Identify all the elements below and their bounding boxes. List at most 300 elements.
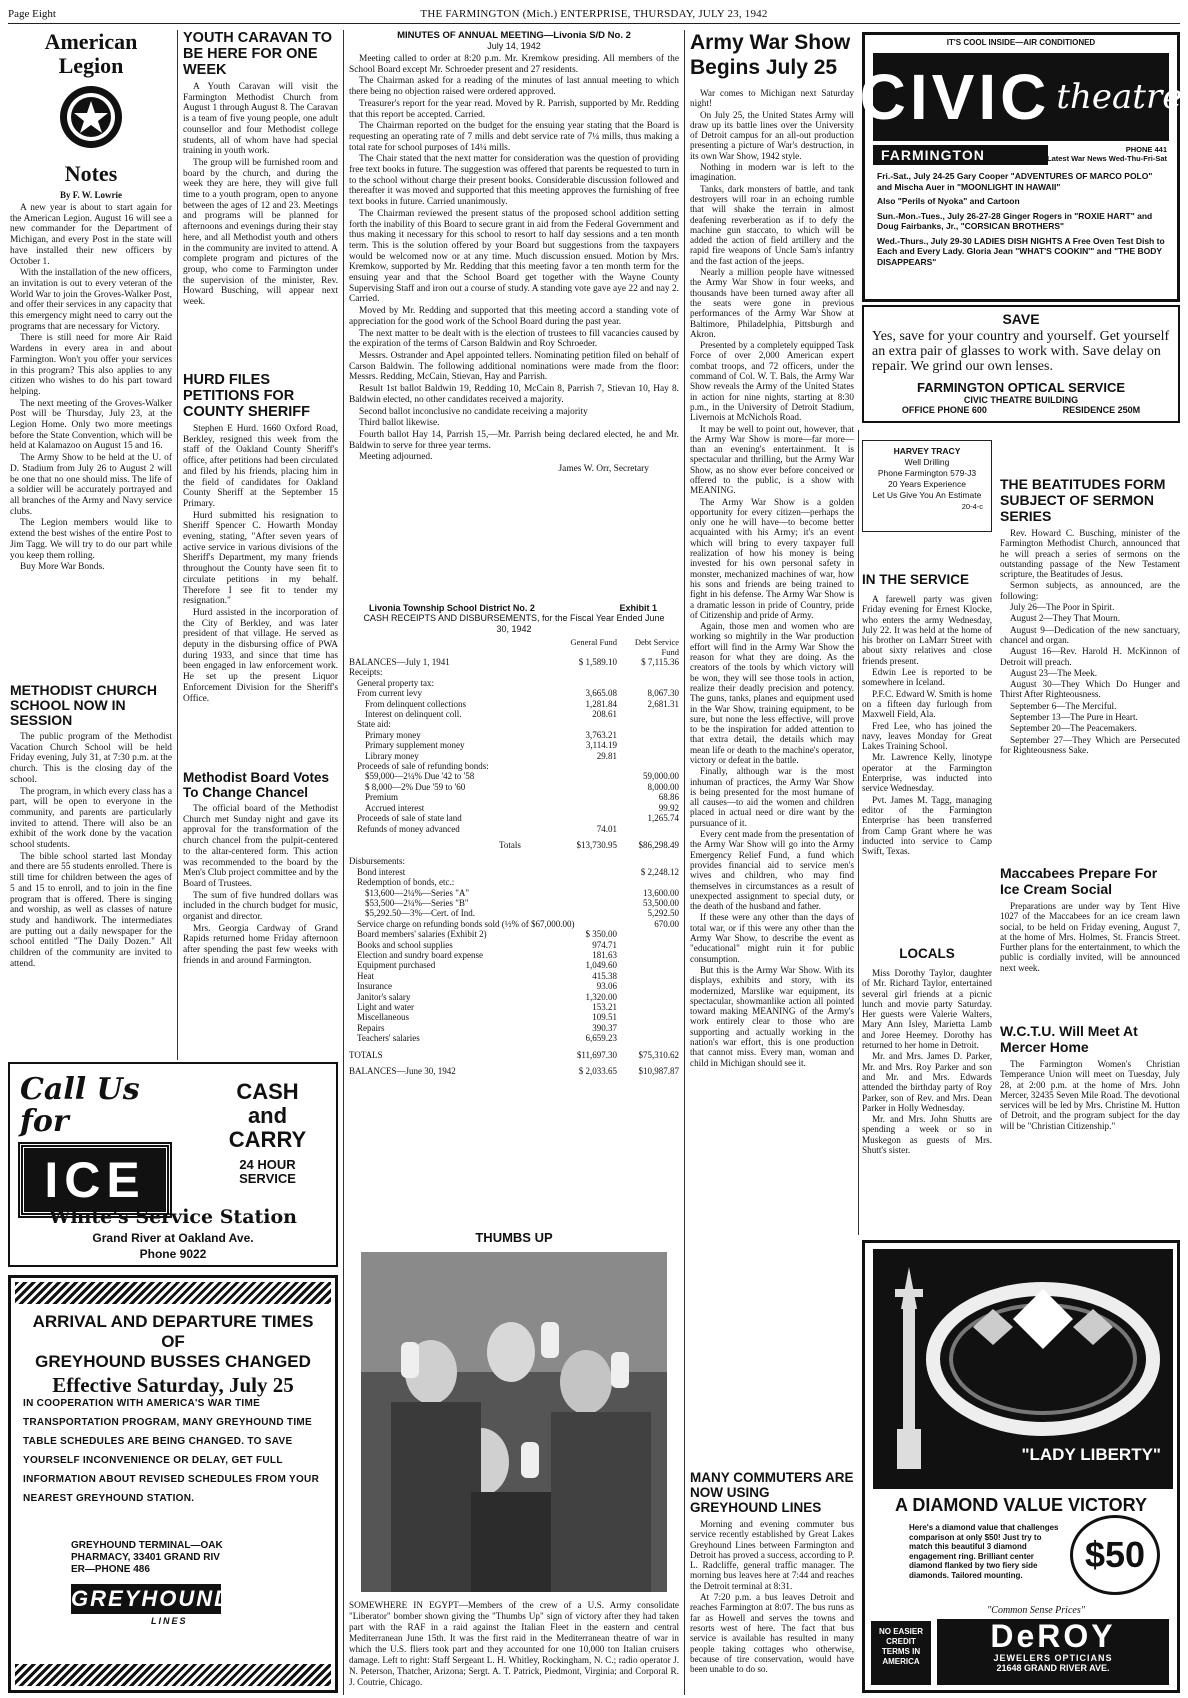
- paragraph: Edwin Lee is reported to be somewhere in Iceland.: [862, 667, 992, 688]
- finance-general-value: $ 1,589.10: [578, 657, 617, 667]
- paragraph: Messrs. Ostrander and Apel appointed tellers. Nominating petition filed on behalf of Carson Baldwin. The following additional nominations were made from the floor: Messrs. Redding, McCain, Stievan, Hay and Parrish.: [349, 350, 679, 383]
- finance-label: From current levy: [357, 688, 422, 699]
- paragraph: With the installation of the new officers, an invitation is out to every veteran of the World War to join the Groves-Walker Post, and offer their services in any capacity that this emergency might need to carry out the programs that are necessary for Victory.: [10, 268, 172, 332]
- minutes-article: [349, 30, 679, 474]
- finance-general-value: 1,320.00: [585, 991, 617, 1002]
- finance-row: [349, 888, 679, 898]
- finance-general-value: [575, 919, 629, 929]
- finance-general-value: $13,730.95: [576, 839, 617, 850]
- ice-block: ICE: [20, 1144, 170, 1216]
- youth-title: YOUTH CARAVAN TO BE HERE FOR ONE WEEK: [183, 30, 333, 78]
- finance-label: Interest on delinquent coll.: [365, 709, 462, 720]
- minutes-body: [349, 54, 679, 463]
- greyhound-h1: ARRIVAL AND DEPARTURE TIMES OF: [32, 1312, 314, 1351]
- finance-general-value: 3,665.08: [585, 688, 617, 699]
- terminal-line3: ER—PHONE 486: [71, 1564, 150, 1575]
- finance-general-value: $ 350.00: [585, 929, 617, 940]
- finance-row: [349, 740, 679, 750]
- paragraph: The Chairman reviewed the present status of the proposed school addition setting forth the inability of this Board to secure grant in aid from the Federal Government and thus making it necessary for this school to resort to half day sessions and a ten month term. This is the solution offered by your Board but suggestions from the taxpayers would be welcomed now or at any time. Much discussion ensued. Motion by Mrs. Kremkow, supported by Mr. Redding that this meeting favor a ten month term for the ensuing year and that the School Board get together with the Wayne County Supervising Staff and iron out a course of study. A standing vote gave aye 22 and nay 2. Carried.: [349, 208, 679, 305]
- paragraph: The program, in which every class has a part, will be open to everyone in the community, and parents are particularly invited to attend. There will also be an exhibit of the work done by the vacation school students.: [10, 786, 172, 851]
- finance-debt-value: $75,310.62: [638, 1049, 679, 1060]
- beatitudes-title: THE BEATITUDES FORM SUBJECT OF SERMON SERIES: [1000, 476, 1166, 524]
- finance-label: Premium: [365, 792, 398, 803]
- finance-label: Service charge on refunding bonds sold (½% of $67,000.00): [357, 918, 575, 929]
- greyhound-headline: [19, 1312, 327, 1398]
- paragraph: A farewell party was given Friday evening for Ernest Klocke, who enters the army Wednesday, July 22. It was held at the home of his brother on LaMarr Street with about sixty relatives and close friends present.: [862, 594, 992, 666]
- finance-row: [349, 908, 679, 918]
- finance-general-value: [551, 813, 617, 823]
- finance-row: [349, 1023, 679, 1033]
- finance-general-value: 390.37: [592, 1022, 617, 1033]
- finance-general-value: [551, 771, 617, 781]
- service-article: [862, 572, 992, 857]
- beatitudes-body: [1000, 528, 1180, 755]
- finance-debt-value: [617, 877, 679, 887]
- finance-row: [349, 898, 679, 908]
- greyhound-body: IN COOPERATION WITH AMERICA'S WAR TIME TRANSPORTATION PROGRAM, MANY GREYHOUND TIME TABLE SCHEDULES ARE BEING CHANGED. TO SAVE YOURSELF INCONVENIENCE OR DELAY, GET FULL INFORMATION ABOUT REVISED SCHEDULES FROM YOUR NEAREST GREYHOUND STATION.: [23, 1398, 320, 1504]
- deroy-ad: [862, 1240, 1180, 1693]
- finance-row: [349, 1012, 679, 1022]
- save-title: SAVE: [1002, 311, 1040, 327]
- youth-body: [183, 82, 338, 308]
- finance-label: State aid:: [357, 719, 391, 730]
- finance-general-value: [551, 719, 617, 729]
- paragraph: August 23—The Meek.: [1010, 667, 1098, 678]
- finance-label: $59,000—2¼% Due '42 to '58: [365, 771, 475, 782]
- finance-general-value: [551, 782, 617, 792]
- deroy-banner: "LADY LIBERTY": [1015, 1443, 1167, 1467]
- thumbs-photo-image: [361, 1252, 667, 1592]
- paragraph: Hurd submitted his resignation to Sheriff Spencer C. Howarth Monday evening, stating, "After seven years of active service in various divisions of the Sheriff's Department, my many friends throughout the County have seen fit to circulate petitions in my behalf. Therefore I see fit to tender my resignation.": [183, 510, 338, 607]
- finance-row: [349, 761, 679, 771]
- minutes-signature: James W. Orr, Secretary: [558, 464, 649, 475]
- carry-text: CARRY: [228, 1127, 307, 1152]
- station-name: White's Service Station: [48, 1206, 297, 1228]
- paragraph: August 16—Rev. Harold H. McKinnon of Detroit will preach.: [1000, 646, 1180, 667]
- civic-top: IT'S COOL INSIDE—AIR CONDITIONED: [946, 38, 1096, 47]
- finance-label: Heat: [357, 970, 374, 981]
- wctu-title: W.C.T.U. Will Meet At Mercer Home: [1000, 1023, 1138, 1055]
- station-phone: Phone 9022: [139, 1247, 207, 1261]
- maccabees-article: [1000, 865, 1180, 973]
- finance-debt-value: [617, 761, 679, 771]
- finance-label: Accrued interest: [365, 802, 425, 813]
- finance-general-value: [551, 877, 617, 887]
- finance-label: $53,500—2¼%—Series "B": [365, 897, 469, 908]
- finance-row: [349, 803, 679, 813]
- paragraph: Sermon subjects, as announced, are the following:: [1000, 580, 1180, 601]
- finance-label: Insurance: [357, 981, 392, 992]
- finance-row: [349, 792, 679, 802]
- paragraph: Wed.-Thurs., July 29-30 LADIES DISH NIGHTS A Free Oven Test Dish to Each and Every Lady. Gloria Jean "WHAT'S COOKIN'" and "THE BODY DISAPPEARS": [877, 235, 1165, 267]
- paragraph: War comes to Michigan next Saturday night!: [690, 88, 854, 109]
- legion-body: [10, 203, 172, 573]
- hurd-article: [183, 372, 338, 705]
- paragraph: Fred Lee, who has joined the navy, leaves Monday for Great Lakes Training School.: [862, 720, 992, 752]
- paragraph: Finally, although war is the most inhuman of practices, the Army War Show is being presented for the most humane of all causes—to aid the women and children placed in actual need or dire want by the pursuance of it.: [690, 766, 854, 828]
- finance-general-value: 3,114.19: [585, 740, 617, 751]
- finance-general-value: 6,659.23: [585, 1033, 617, 1044]
- finance-debt-value: [617, 751, 679, 761]
- finance-row: [349, 1050, 679, 1060]
- tracy-line1: Well Drilling: [904, 457, 950, 467]
- finance-debt-value: [617, 719, 679, 729]
- finance-label: Primary supplement money: [365, 740, 465, 751]
- finance-row: [349, 929, 679, 939]
- finance-debt-value: [617, 824, 679, 834]
- legion-emblem: [10, 84, 172, 155]
- paragraph: Mrs. Georgia Cardway of Grand Rapids returned home Friday afternoon after spending the past few weeks with friends in and around Farmington.: [183, 923, 338, 966]
- paragraph: The Chair stated that the next matter for consideration was the question of providing free text books in future. The suggestion was offered that parents be requested to turn in to the school without charge their present books. Considerable discussion followed and thereafter it was moved and supported that this meeting approves the furnishing of free text books in future. Carried unanimously.: [349, 154, 679, 208]
- finance-debt-value: [617, 1002, 679, 1012]
- paragraph: September 27—They Which are Persecuted for Righteousness Sake.: [1000, 734, 1180, 755]
- paragraph: Every cent made from the presentation of the Army War Show will go into the Army Emergency Relief Fund, a fund which provides financial aid to service men's wives and children, who may find themselves in circumstances as a result of unexpected assignment to special duty, or the death of the husband and father.: [690, 829, 854, 912]
- masthead: [8, 4, 1180, 24]
- finance-debt-value: [617, 1012, 679, 1022]
- hurd-body: [183, 424, 338, 704]
- civic-phone-block: [1047, 145, 1167, 163]
- civic-theatre-ad: [859, 32, 1183, 302]
- finance-debt-value: [617, 667, 679, 677]
- paragraph: Rev. Howard C. Busching, minister of the Farmington Methodist Church, announced that he will preach a series of sermons on the outstanding passage of the New Testament scripture, the Beatitudes of Jesus.: [1000, 528, 1180, 580]
- station-block: [10, 1206, 336, 1261]
- finance-row: [349, 667, 679, 677]
- paragraph: August 9—Dedication of the new sanctuary, chancel and organ.: [1000, 624, 1180, 645]
- finance-debt-value: 13,600.00: [643, 887, 679, 898]
- finance-row: [349, 813, 679, 823]
- hurd-title: HURD FILES PETITIONS FOR COUNTY SHERIFF: [183, 372, 311, 420]
- finance-row: [349, 824, 679, 834]
- paragraph: September 6—The Merciful.: [1010, 700, 1117, 711]
- paragraph: If these were any other than the days of total war, or if this were any other than the Army War Show, to describe the event as "educational" might ruin it for public consumption.: [690, 912, 854, 964]
- legion-byline: By F. W. Lowrie: [60, 190, 122, 200]
- column-rule: [177, 30, 178, 1060]
- finance-general-value: 974.71: [592, 939, 617, 950]
- paragraph: At 7:20 p.m. a bus leaves Detroit and reaches Farmington at 8:07. The bus runs as far as Howell and serves the towns and resorts west of here. The fact that bus service is available has resulted in many people taking cottages who otherwise, because of tire conservation, would have been unable to do so.: [690, 1592, 854, 1675]
- legion-column: [10, 30, 172, 574]
- finance-general-value: 93.06: [596, 981, 617, 992]
- paragraph: Fri.-Sat., July 24-25 Gary Cooper "ADVENTURES OF MARCO POLO" and Mischa Auer in "MOONLIGHT IN HAWAII": [877, 171, 1153, 192]
- finance-row: [349, 1002, 679, 1012]
- deroy-name: DeROY: [990, 1618, 1116, 1654]
- commuters-body: [690, 1519, 854, 1674]
- civic-tag: Latest War News Wed-Thu-Fri-Sat: [1046, 154, 1167, 163]
- finance-row: [349, 1066, 679, 1076]
- finance-debt-value: [617, 740, 679, 750]
- finance-debt-value: [617, 1023, 679, 1033]
- finance-district: Livonia Township School District No. 2: [369, 603, 535, 613]
- finance-debt-value: [617, 960, 679, 970]
- paragraph: Third ballot likewise.: [359, 418, 440, 429]
- paragraph: Moved by Mr. Redding and supported that this meeting accord a standing vote of appreciation for the good work of the School Board during the past year.: [349, 306, 679, 327]
- greyhound-ad: [8, 1275, 338, 1693]
- cash-text: CASH: [236, 1079, 299, 1104]
- paragraph: Morning and evening commuter bus service recently established by Great Lakes Greyhound Lines between Farmington and Detroit has proved a success, according to P. L. Radcliffe, general traffic manager. The morning bus leaves here at 7:44 and reaches the Detroit terminal at 8:31.: [690, 1519, 854, 1591]
- terminal-line2: PHARMACY, 33401 GRAND RIV: [71, 1552, 220, 1563]
- finance-label: Receipts:: [349, 667, 383, 678]
- paragraph: The next meeting of the Groves-Walker Post will be Thursday, July 23, at the Legion Home. Only two more meetings before the State Convention, which will be held at Kalamazoo on August 15 and 16.: [10, 398, 172, 452]
- finance-row: [349, 730, 679, 740]
- paragraph: Hurd assisted in the incorporation of the City of Berkley, and was later president of that village. He served as deputy in the disbursing office of PWA during 1933, and since that time has been engaged in law enforcement work. He set up the present Liquor Enforcement Division for the Sheriff's Office.: [183, 607, 338, 704]
- thumbs-photo: [361, 1252, 667, 1592]
- finance-debt-value: 8,000.00: [647, 781, 679, 792]
- paragraph: Sun.-Mon.-Tues., July 26-27-28 Ginger Rogers in "ROXIE HART" and Doug Fairbanks, Jr., "CORSICAN BROTHERS": [877, 210, 1153, 231]
- finance-debt-value: 5,292.50: [647, 908, 679, 919]
- terminal-line1: GREYHOUND TERMINAL—OAK: [71, 1540, 223, 1551]
- finance-row: [349, 840, 679, 850]
- finance-label: Refunds of money advanced: [357, 823, 460, 834]
- finance-label: Janitor's salary: [357, 991, 411, 1002]
- optical-bldg: CIVIC THEATRE BUILDING: [963, 395, 1079, 405]
- finance-col2: Debt Service Fund: [634, 637, 679, 657]
- service-text: SERVICE: [239, 1171, 296, 1186]
- finance-general-value: 415.38: [592, 970, 617, 981]
- ice-ad: [8, 1062, 338, 1267]
- finance-label: Library money: [365, 750, 419, 761]
- finance-debt-value: [617, 992, 679, 1002]
- finance-debt-value: [617, 971, 679, 981]
- methodist-board-article: [183, 770, 338, 968]
- wctu-body: The Farmington Women's Christian Temperance Union will meet on Tuesday, July 28, at 2:00 p.m. at the home of Mrs. John Mercer, 32435 Seven Mile Road. The devotional services will be led by Mrs. Christine M. Hutton of Detroit, and the program subject for the day will be "Christian Citizenship.": [1000, 1059, 1180, 1131]
- finance-label: Books and school supplies: [357, 939, 453, 950]
- column-rule: [684, 30, 685, 1695]
- paragraph: Stephen E Hurd. 1660 Oxford Road, Berkley, resigned this week from the staff of the Oakland County Sheriff's office, after petitions had been circulated and filed by his friends, placing him in the field of candidates for Oakland County Sheriff at the September 15 Primary.: [183, 424, 338, 509]
- greyhound-terminal: [71, 1540, 223, 1576]
- wctu-article: [1000, 1023, 1180, 1131]
- youth-article: [183, 30, 338, 309]
- finance-row: [349, 856, 679, 866]
- tracy-code: 20-4-c: [961, 502, 983, 511]
- church-school-article: [10, 683, 172, 970]
- paragraph: Also "Perils of Nyoka" and Cartoon: [877, 196, 1020, 206]
- finance-title: CASH RECEIPTS AND DISBURSEMENTS, for the Fiscal Year Ended June 30, 1942: [363, 613, 665, 634]
- legion-emblem-icon: [58, 84, 124, 150]
- finance-label: Equipment purchased: [357, 960, 436, 971]
- finance-general-value: 208.61: [592, 709, 617, 720]
- finance-label: BALANCES—July 1, 1941: [349, 657, 450, 667]
- finance-debt-value: [617, 929, 679, 939]
- minutes-title: MINUTES OF ANNUAL MEETING—Livonia S/D No. 2: [397, 30, 631, 41]
- finance-label: Miscellaneous: [357, 1012, 409, 1023]
- locals-title: LOCALS: [899, 946, 955, 961]
- finance-debt-value: 1,265.74: [647, 813, 679, 824]
- optical-ad: [862, 305, 1180, 423]
- finance-debt-value: [617, 709, 679, 719]
- paragraph: Nothing in modern war is left to the imagination.: [690, 162, 854, 183]
- finance-debt-value: $ 7,115.36: [641, 657, 679, 667]
- finance-debt-value: $10,987.87: [638, 1066, 679, 1077]
- paragraph: July 26—The Poor in Spirit.: [1010, 602, 1115, 613]
- methodist-board-title: Methodist Board Votes To Change Chancel: [183, 770, 330, 800]
- finance-general-value: [551, 908, 617, 918]
- commuters-title: MANY COMMUTERS ARE NOW USING GREYHOUND LINES: [690, 1470, 854, 1515]
- greyhound-lines: LINES: [151, 1616, 188, 1626]
- thumbs-caption: SOMEWHERE IN EGYPT—Members of the crew of a U.S. Army consolidate "Liberator" bomber shown giving the "Thumbs Up" sign of victory after they had taken part with the RAF in a raid against the Italian Fleet in the eastern and central Mediterranean June 15th. It was the first raid in the Mediterranean theatre of war in which the U.S. fliers took part and they accounted for one 10,000 ton Italian cruisers damage. Left to right: Staff Sergeant L. H. Whitley, Rockingham, N. C.; radio operator J. N. Peterson, Thatcher, Arizona; Sergt. A. T. Patrick, Piedmont, Virginia; and Corporal R. J. Coutrie, Chicago.: [349, 1600, 679, 1687]
- paragraph: The Army War Show is a golden opportunity for every citizen—perhaps the only one he will have—to become better acquainted with his Army; it's an event which will bring to every taxpayer full realization of how his money is being invested for his own personal safety in monster, mechanized machines of war, how his sons and friends are being trained to fight in his defense. The Army War Show is a dramatic lesson in pride of Country, pride of Citizenship and pride of Army.: [690, 496, 854, 620]
- column-rule: [858, 430, 859, 1235]
- finance-general-value: 153.21: [592, 1002, 617, 1012]
- finance-general-value: [551, 856, 617, 866]
- column-rule: [343, 30, 344, 1695]
- finance-label: General property tax:: [357, 677, 434, 688]
- paragraph: Meeting called to order at 8:20 p.m. Mr. Kremkow presiding. All members of the School Board except Mr. Schroeder present and 27 residents.: [349, 54, 679, 75]
- deroy-price: $50: [1070, 1515, 1160, 1595]
- finance-header: [349, 603, 679, 613]
- cash-carry: [205, 1080, 330, 1186]
- finance-general-value: 3,763.21: [585, 729, 617, 740]
- deroy-common: "Common Sense Prices": [987, 1605, 1085, 1616]
- finance-row: [349, 960, 679, 970]
- finance-label: Proceeds of sale of refunding bonds:: [357, 761, 489, 772]
- finance-table: [349, 638, 679, 1076]
- optical-firm: FARMINGTON OPTICAL SERVICE: [916, 380, 1126, 395]
- finance-debt-value: 670.00: [654, 918, 679, 929]
- greyhound-h2: GREYHOUND BUSSES CHANGED: [35, 1352, 311, 1371]
- finance-general-value: [551, 678, 617, 688]
- finance-general-value: 1,049.60: [585, 960, 617, 971]
- maccabees-body: Preparations are under way by Tent Hive 1027 of the Maccabees for an ice cream lawn social, to be held on Friday evening, August 7, at the home of Mrs. Holmes, St. Francis Street. Further plans for the entertainment, to which the public is cordially invited, will be announced next week.: [1000, 901, 1180, 973]
- finance-debt-value: 8,067.30: [647, 688, 679, 699]
- finance-label: Board members' salaries (Exhibit 2): [357, 929, 487, 940]
- civic-phone: PHONE 441: [1125, 145, 1167, 154]
- paragraph: September 13—The Pure in Heart.: [1010, 712, 1138, 723]
- paragraph: The public program of the Methodist Vacation Church School will be held Friday evening, July 31, at 7:30 p.m. at the church. This is the closing day of the school.: [10, 732, 172, 785]
- station-address: Grand River at Oakland Ave.: [92, 1231, 254, 1245]
- finance-debt-value: [617, 730, 679, 740]
- paragraph: The Chairman reported on the budget for the ensuing year stating that the Board is requesting an operating rate of 7 mills and debt service rate of 7¼ mills, thus making a total rate for school purposes of 14¼ mills.: [349, 121, 679, 153]
- paragraph: The bible school started last Monday and there are 55 students enrolled. There is still time for children between the ages of 5 and 15 to enroll, and to join in the fine program that is offered. There is singing and worship, as well as classes of nature study and handiwork. The intermediates are putting out a daily newspaper for the school entitled "The Daily Dozen." All children of the community are invited to attend.: [10, 851, 172, 969]
- deroy-credit: NO EASIER CREDIT TERMS IN AMERICA: [871, 1621, 931, 1685]
- civic-script: theatre: [1056, 77, 1183, 117]
- finance-label: Totals: [499, 839, 521, 850]
- finance-row: [349, 950, 679, 960]
- tracy-line4: Let Us Give You An Estimate: [872, 490, 982, 500]
- civic-schedule: [877, 171, 1167, 271]
- tracy-name: HARVEY TRACY: [893, 446, 961, 456]
- finance-row: [349, 919, 679, 929]
- tracy-line2: Phone Farmington 579-J3: [877, 468, 977, 478]
- army-article: [690, 30, 854, 1069]
- finance-label: Teachers' salaries: [357, 1033, 420, 1044]
- greyhound-pattern: [15, 1664, 331, 1686]
- finance-label: BALANCES—June 30, 1942: [349, 1066, 456, 1077]
- finance-general-value: [551, 667, 617, 677]
- finance-row: [349, 867, 679, 877]
- paragraph: Second ballot inconclusive no candidate receiving a majority: [359, 406, 588, 417]
- finance-label: From delinquent collections: [365, 698, 466, 709]
- finance-label: $5,292.50—3%—Cert. of Ind.: [365, 908, 475, 919]
- service-title: IN THE SERVICE: [862, 572, 970, 587]
- paragraph: It may be well to point out, however, that the Army War Show is more—far more—than an evening's entertainment. It is spectacular and thrilling, but the Army War Show, as no show ever before conceived or offered to the public, is a show with MEANING.: [690, 423, 854, 496]
- finance-debt-value: 2,681.31: [647, 698, 679, 709]
- finance-label: $ 8,000—2% Due '59 to '60: [365, 781, 466, 792]
- legion-title: American Legion: [44, 29, 138, 78]
- finance-general-value: 29.81: [596, 750, 617, 761]
- finance-col-header: [349, 638, 679, 657]
- greyhound-pattern: [15, 1282, 331, 1304]
- finance-label: Bond interest: [357, 866, 406, 877]
- paragraph: Pvt. James M. Tagg, managing editor of the Farmington Enterprise has been transferred from Camp Grant where he was inducted into service to Camp Swift, Texas.: [862, 794, 992, 857]
- finance-debt-value: 68.86: [658, 792, 679, 803]
- paragraph: Nearly a million people have witnessed the Army War Show in four weeks, and thousands have been turned away after all the seats were gone in previous performances of the Army War Show at Baltimore, Philadelphia, Pittsburgh and Akron.: [690, 267, 854, 339]
- masthead-title: THE FARMINGTON (Mich.) ENTERPRISE, THURSDAY, JULY 23, 1942: [420, 8, 768, 20]
- finance-general-value: [551, 792, 617, 802]
- finance-row: [349, 877, 679, 887]
- paragraph: Meeting adjourned.: [359, 452, 433, 463]
- finance-label: Proceeds of sale of state land: [357, 813, 462, 824]
- finance-general-value: $ 2,033.65: [578, 1066, 617, 1077]
- and-text: and: [247, 1103, 288, 1128]
- finance-row: [349, 992, 679, 1002]
- legion-subtitle: Notes: [64, 161, 118, 186]
- finance-general-value: 181.63: [592, 949, 617, 960]
- army-body: [690, 88, 854, 1068]
- finance-general-value: $11,697.30: [576, 1049, 617, 1060]
- paragraph: Mr. Lawrence Kelly, linotype operator at the Farmington Enterprise, was inducted into service Wednesday.: [862, 752, 992, 794]
- locals-body: [862, 968, 992, 1155]
- finance-general-value: 74.01: [596, 823, 617, 834]
- tracy-block: [863, 446, 991, 512]
- finance-debt-value: [617, 856, 679, 866]
- paragraph: Result 1st ballot Baldwin 19, Redding 10, McCain 8, Parrish 7, Stievan 10, Hay 8. Baldwin elected, no other candidates received a majority.: [349, 384, 679, 405]
- civic-logo: [859, 53, 1183, 141]
- paragraph: Presented by a completely equipped Task Force of over 2,000 American expert combat troops, and 72 officers, under the command of Col. W. T. Bals, the Army War Show reveals the Army of the United States in action for nine nights, starting at 8:30 p.m., in the University of Detroit Stadium, Livernois at McNichols Road.: [690, 340, 854, 423]
- thumbs-up-feature: [349, 1230, 679, 1695]
- paragraph: Fourth ballot Hay 14, Parrish 15,—Mr. Parrish being declared elected, he and Mr. Baldwin to serve for three year terms.: [349, 429, 679, 451]
- finance-label: Redemption of bonds, etc.:: [357, 877, 455, 888]
- finance-row: [349, 688, 679, 698]
- finance-debt-value: 53,500.00: [643, 897, 679, 908]
- optical-res: RESIDENCE 250M: [1062, 405, 1141, 415]
- finance-debt-value: 59,000.00: [643, 771, 679, 782]
- finance-general-value: [551, 867, 617, 877]
- paragraph: Buy More War Bonds.: [20, 562, 105, 573]
- finance-statement: [349, 603, 679, 1076]
- paragraph: There is still need for more Air Raid Wardens in every area in and about Farmington. Won't you offer your services in this program? This also applies to any citizen who wishes to do his part toward helping.: [10, 333, 172, 397]
- paragraph: Again, those men and women who are working so mightily in the War production effort will find in the Army War Show the reason for what they are doing. As the creators of the tools by which victory will be won, they will see those tools in action, realize their deadly precision and potency. The guns, tanks, planes and equipment used in the War Show, training equipment, to be sure, but none the less effective, will prove to be the inspiration for added attention to that extra detail, the details which may mean life or death to the machine's operator, victory or defeat in the battle.: [690, 621, 854, 765]
- finance-label: Light and water: [357, 1002, 414, 1012]
- optical-office: OFFICE PHONE 600: [901, 405, 987, 415]
- finance-debt-value: [617, 950, 679, 960]
- finance-label: Election and sundry board expense: [357, 949, 483, 960]
- finance-debt-value: $86,298.49: [638, 839, 679, 850]
- deroy-sub: JEWELERS OPTICIANS: [993, 1653, 1113, 1663]
- finance-general-value: 1,281.84: [585, 698, 617, 709]
- paragraph: Tanks, dark monsters of battle, and tank destroyers will roar in an echoing rumble that will shake the terrain in almost deafening reverberation as if to defy the machine gun staccato, to which will be added the action of field artillery and the rapid fire weapons of Uncle Sam's infantry and the fast action of the jeeps.: [690, 183, 854, 266]
- beatitudes-article: [1000, 476, 1180, 756]
- finance-row: [349, 657, 679, 667]
- paragraph: The sum of five hundred dollars was included in the church budget for music, organist and director.: [183, 890, 338, 923]
- paragraph: Mr. and Mrs. John Shutts are spending a week or so in Muskegon as guests of Mrs. Shutt's sister.: [862, 1114, 992, 1156]
- paragraph: The official board of the Methodist Church met Sunday night and gave its approval for the transformation of the church chancel from the pulpit-centered to the altar-centered form. This action was recommended to the board by the Men's Club project committee and by the Board of Trustees.: [183, 804, 338, 889]
- finance-row: [349, 678, 679, 688]
- finance-row: [349, 1033, 679, 1043]
- finance-debt-value: [617, 940, 679, 950]
- paragraph: The group will be furnished room and board by the church, and during the week they are here, they will give full time to a youth program, open to anyone between the ages of 12 and 23. Meetings and programs will be planned for afternoons and evenings during their stay here, and all Methodist youth and others in the community are invited to attend. A complete program and pictures of the group, who come to Farmington under the supervision of the minister, Rev. Howard Busching, will appear next week.: [183, 157, 338, 308]
- church-school-body: [10, 732, 172, 969]
- minutes-date: July 14, 1942: [487, 41, 541, 51]
- finance-row: [349, 981, 679, 991]
- finance-debt-value: [617, 981, 679, 991]
- commuters-article: [690, 1470, 854, 1675]
- finance-row: [349, 751, 679, 761]
- paragraph: Mr. and Mrs. James D. Parker, Mr. and Mrs. Roy Parker and son and Mr. and Mrs. Edwards attended the birthday party of Roy Parker, son of Rev. and Mrs. Dean Parker in Holly Wednesday.: [862, 1051, 992, 1113]
- army-title: Army War Show Begins July 25: [690, 31, 851, 79]
- paragraph: The Chairman asked for a reading of the minutes of last annual meeting to which there being no objection raised were ordered approved.: [349, 76, 679, 98]
- paragraph: The Army Show to be held at the U. of D. Stadium from July 26 to August 2 will be one that no one should miss. The life of a soldier will be accurately portrayed and all branches of the Army and Navy service clubs.: [10, 453, 172, 517]
- deroy-logo: [937, 1619, 1169, 1685]
- paragraph: A Youth Caravan will visit the Farmington Methodist Church from August 1 through August 8. The Caravan is a team of five young people, one adult counsellor and four Methodist college students, all of whom have had special training in youth work.: [183, 82, 338, 157]
